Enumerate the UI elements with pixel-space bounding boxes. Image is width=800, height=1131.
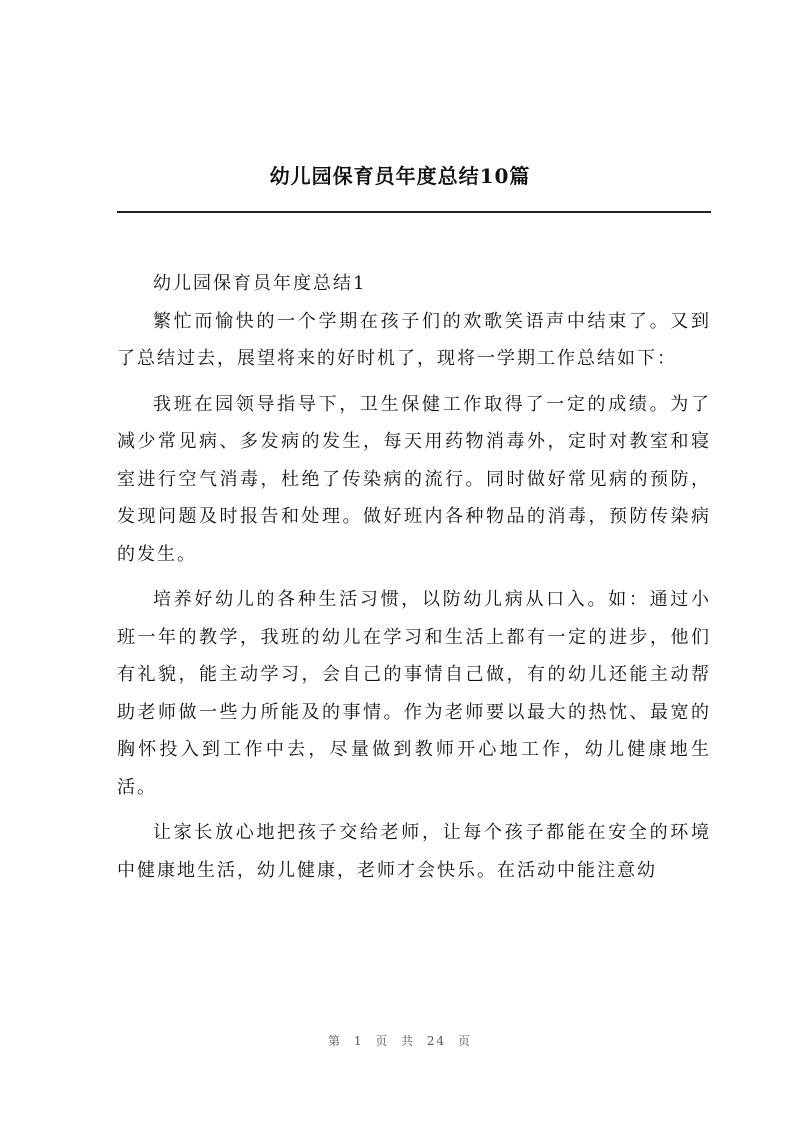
paragraph: 让家长放心地把孩子交给老师，让每个孩子都能在安全的环境中健康地生活，幼儿健康，老师才会快乐。在活动中能注意幼 (117, 822, 711, 881)
title-divider (117, 211, 711, 213)
page-footer: 第 1 页 共 24 页 (328, 1034, 472, 1048)
section-title: 幼儿园保育员年度总结1 (153, 273, 367, 294)
paragraph: 培养好幼儿的各种生活习惯，以防幼儿病从口入。如：通过小班一年的教学，我班的幼儿在学习和生活上都有一定的进步，他们有礼貌，能主动学习，会自己的事情自己做，有的幼儿还能主动帮助老师做一些力所能及的事情。作为老师要以最大的热忱、最宽的胸怀投入到工作中去，尽量做到教师开心地工作，幼儿健康地生活。 (117, 589, 711, 798)
document-title: 幼儿园保育员年度总结10篇 (269, 164, 531, 188)
document-body (117, 265, 711, 897)
paragraph: 繁忙而愉快的一个学期在孩子们的欢歌笑语声中结束了。又到了总结过去，展望将来的好时机了，现将一学期工作总结如下： (117, 310, 711, 369)
paragraph: 我班在园领导指导下，卫生保健工作取得了一定的成绩。为了减少常见病、多发病的发生，每天用药物消毒外，定时对教室和寝室进行空气消毒，杜绝了传染病的流行。同时做好常见病的预防，发现问题及时报告和处理。做好班内各种物品的消毒，预防传染病的发生。 (117, 393, 711, 565)
